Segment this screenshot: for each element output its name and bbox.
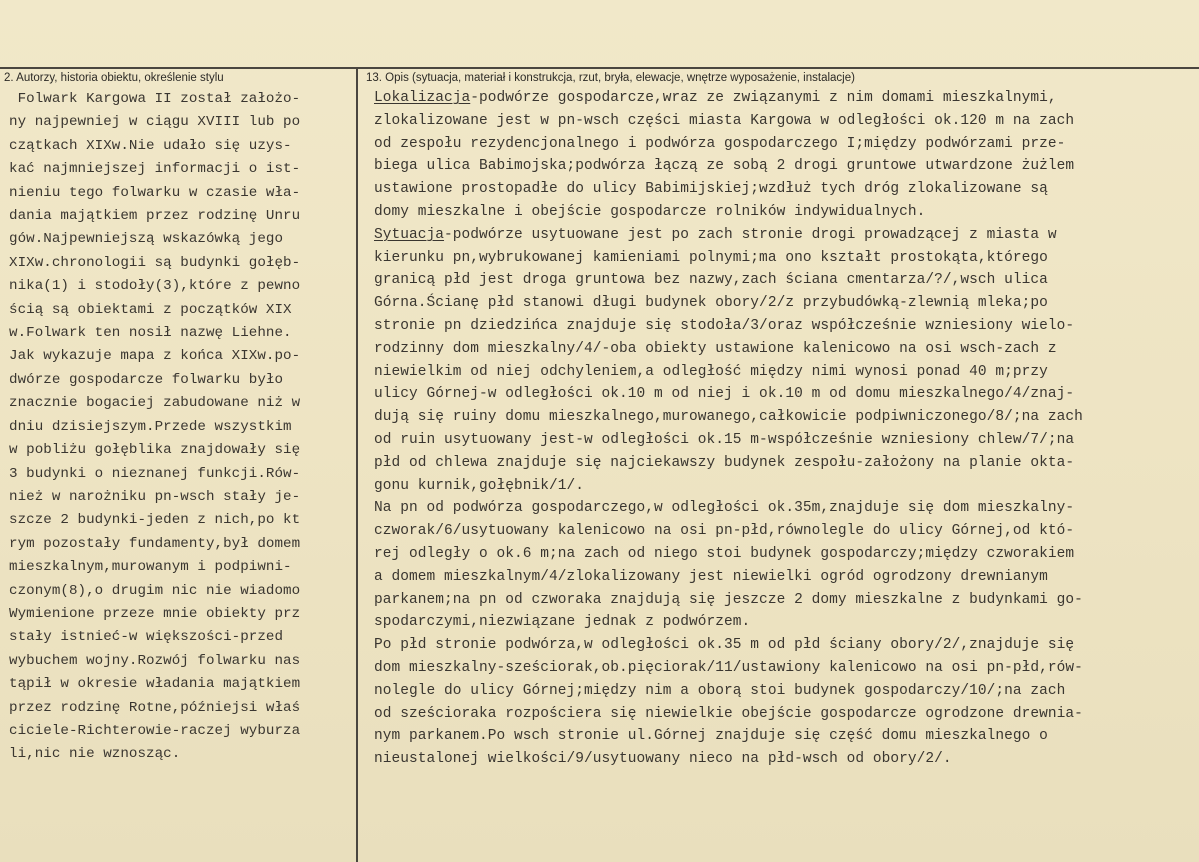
history-text-line: dwórze gospodarcze folwarku było [9,371,284,388]
history-text-line: przez rodzinę Rotne,późniejsi właś [9,699,301,716]
line-text: a domem mieszkalnym/4/zlokalizowany jest niewielki ogród ogrodzony drewnianym [374,568,1048,585]
column-divider [356,67,358,862]
line-text: od zespołu rezydencjonalnego i podwórza gospodarczego I;między podwórzami prze- [374,135,1066,152]
line-text: parkanem;na pn od czworaka znajdują się jeszcze 2 domy mieszkalne z budynkami go- [374,591,1083,608]
description-text-line [374,178,1199,201]
line-text: czworak/6/usytuowany kalenicowo na osi pn-płd,równolegle do ulicy Górnej,od któ- [374,523,1075,540]
description-text-line [374,452,1199,475]
description-text-line [374,201,1199,224]
line-text: rodzinny dom mieszkalny/4/-oba obiekty ustawione kalenicowo na osi wsch-zach z [374,340,1057,357]
line-text: zlokalizowane jest w pn-wsch części miasta Kargowa w odległości ok.120 m na zach [374,112,1075,129]
line-text: od sześcioraka rozpościera się niewielkie obejście gospodarcze ogrodzone drewnia- [374,705,1083,722]
line-text: rej odległy o ok.6 m;na zach od niego stoi budynek gospodarczy;między czworakiem [374,545,1075,562]
description-text-line [374,406,1199,429]
line-text: kierunku pn,wybrukowanej kamieniami polnymi;ma ono kształt prostokąta,którego [374,249,1048,266]
description-text-line [374,315,1199,338]
history-text-line: nieniu tego folwarku w czasie wła- [9,184,301,201]
history-text-line: Jak wykazuje mapa z końca XIXw.po- [9,348,301,365]
history-text-line: stały istnieć-w większości-przed [9,629,284,646]
line-text: niewielkim od niej odchyleniem,a odległość między nimi wynosi ponad 40 m;przy [374,363,1048,380]
description-text-line [374,566,1199,589]
history-text-line: XIXw.chronologii są budynki gołęb- [9,254,301,271]
line-text: płd od chlewa znajduje się najciekawszy budynek zespołu-założony na planie okta- [374,454,1075,471]
history-text-line: ścią są obiektami z początków XIX [9,301,292,318]
line-text: domy mieszkalne i obejście gospodarcze rolników indywidualnych. [374,203,926,220]
history-text-line: mieszkalnym,murowanym i podpiwni- [9,559,292,576]
description-text-line [374,292,1199,315]
history-text-line: w pobliżu gołęblika znajdowały się [9,442,301,459]
description-text-line [374,87,1199,110]
history-text-line: nika(1) i stodoły(3),które z pewno [9,278,301,295]
line-text: nolegle do ulicy Górnej;między nim a oborą stoi budynek gospodarczy/10/;na zach [374,682,1066,699]
section-keyword: Sytuacja [374,226,445,243]
description-text-line [374,634,1199,657]
line-text: Na pn od podwórza gospodarczego,w odległości ok.35m,znajduje się dom mieszkalny- [374,500,1075,517]
description-text-line [374,520,1199,543]
description-text-line [374,383,1199,406]
line-text: gonu kurnik,gołębnik/1/. [374,477,585,494]
history-text-line: Folwark Kargowa II został założo- [9,91,301,107]
section-keyword: Lokalizacja [374,90,471,106]
line-text: -podwórze gospodarcze,wraz ze związanymi z nim domami mieszkalnymi, [470,90,1057,106]
description-text-line [374,475,1199,498]
top-rule [0,67,1199,69]
history-text-line: znacznie bogaciej zabudowane niż w [9,395,301,412]
description-text-line [374,703,1199,726]
history-text-line: 3 budynki o nieznanej funkcji.Rów- [9,465,301,482]
description-text-line [374,748,1199,771]
history-text-line: dniu dzisiejszym.Przede wszystkim [9,418,292,435]
description-text-line [374,543,1199,566]
line-text: dom mieszkalny-sześciorak,ob.pięciorak/11/ustawiony kalenicowo na osi pn-płd,rów- [374,659,1083,676]
line-text: nieustalonej wielkości/9/usytuowany nieco na płd-wsch od obory/2/. [374,751,952,768]
description-text-line [374,589,1199,612]
history-text-line: czątkach XIXw.Nie udało się uzys- [9,137,292,154]
line-text: ulicy Górnej-w odległości ok.10 m od niej i ok.10 m od domu mieszkalnego/4/znaj- [374,386,1075,403]
right-section-header: 13. Opis (sytuacja, materiał i konstrukcja, rzut, bryła, elewacje, wnętrze wyposażenie, instalacje) [366,72,855,84]
history-text-line: w.Folwark ten nosił nazwę Liehne. [9,325,292,342]
history-text-line: Wymienione przeze mnie obiekty prz [9,605,301,622]
line-text: dują się ruiny domu mieszkalnego,murowanego,całkowicie podpiwniczonego/8/;na zach [374,409,1083,426]
left-section-header: 2. Autorzy, historia obiektu, określenie stylu [4,72,224,84]
description-text-line [374,269,1199,292]
description-text-line [374,224,1199,247]
description-text-line [374,155,1199,178]
line-text: stronie pn dziedzińca znajduje się stodoła/3/oraz współcześnie wzniesiony wielo- [374,317,1075,334]
line-text: granicą płd jest droga gruntowa bez nazwy,zach ściana cmentarza/?/,wsch ulica [374,272,1048,289]
description-text-line [374,497,1199,520]
description-text-line [374,429,1199,452]
description-text-line [374,247,1199,270]
line-text: biega ulica Babimojska;podwórza łączą ze sobą 2 drogi gruntowe utwardzone żużlem [374,158,1075,175]
line-text: od ruin usytuowany jest-w odległości ok.15 m-współcześnie wzniesiony chlew/7/;na [374,431,1075,448]
line-text: spodarczymi,niezwiązane jednak z podwórzem. [374,614,751,631]
line-text: -podwórze usytuowane jest po zach stronie drogi prowadzącej z miasta w [444,226,1057,243]
line-text: nym parkanem.Po wsch stronie ul.Górnej znajduje się część domu mieszkalnego o [374,728,1048,745]
description-text-line [374,110,1199,133]
line-text: Po płd stronie podwórza,w odległości ok.35 m od płd ściany obory/2/,znajduje się [374,637,1075,654]
history-text-line: nież w narożniku pn-wsch stały je- [9,488,301,505]
history-text-line: dania majątkiem przez rodzinę Unru [9,208,301,225]
description-text-line [374,611,1199,634]
history-text-line: tąpił w okresie władania majątkiem [9,676,301,693]
description-text-line [374,133,1199,156]
description-text-column [374,87,1199,771]
description-text-line [374,338,1199,361]
history-text-line: li,nic nie wznosząc. [9,746,181,763]
history-text-line: szcze 2 budynki-jeden z nich,po kt [9,512,301,529]
description-text-line [374,361,1199,384]
history-text-line: rym pozostały fundamenty,był domem [9,535,301,552]
line-text: Górna.Ścianę płd stanowi długi budynek obory/2/z przybudówką-zlewnią mleka;po [374,295,1048,312]
history-text-line: kać najmniejszej informacji o ist- [9,161,301,178]
history-text-column [9,88,354,767]
history-text-line: czonym(8),o drugim nic nie wiadomo [9,582,301,599]
line-text: ustawione prostopadłe do ulicy Babimijskiej;wzdłuż tych dróg zlokalizowane są [374,181,1048,198]
history-text-line: gów.Najpewniejszą wskazówką jego [9,231,284,248]
description-text-line [374,657,1199,680]
description-text-line [374,725,1199,748]
history-text-line: wybuchem wojny.Rozwój folwarku nas [9,652,301,669]
description-text-line [374,680,1199,703]
history-text-line: ny najpewniej w ciągu XVIII lub po [9,114,301,131]
history-text-line: ciciele-Richterowie-raczej wyburza [9,722,301,739]
